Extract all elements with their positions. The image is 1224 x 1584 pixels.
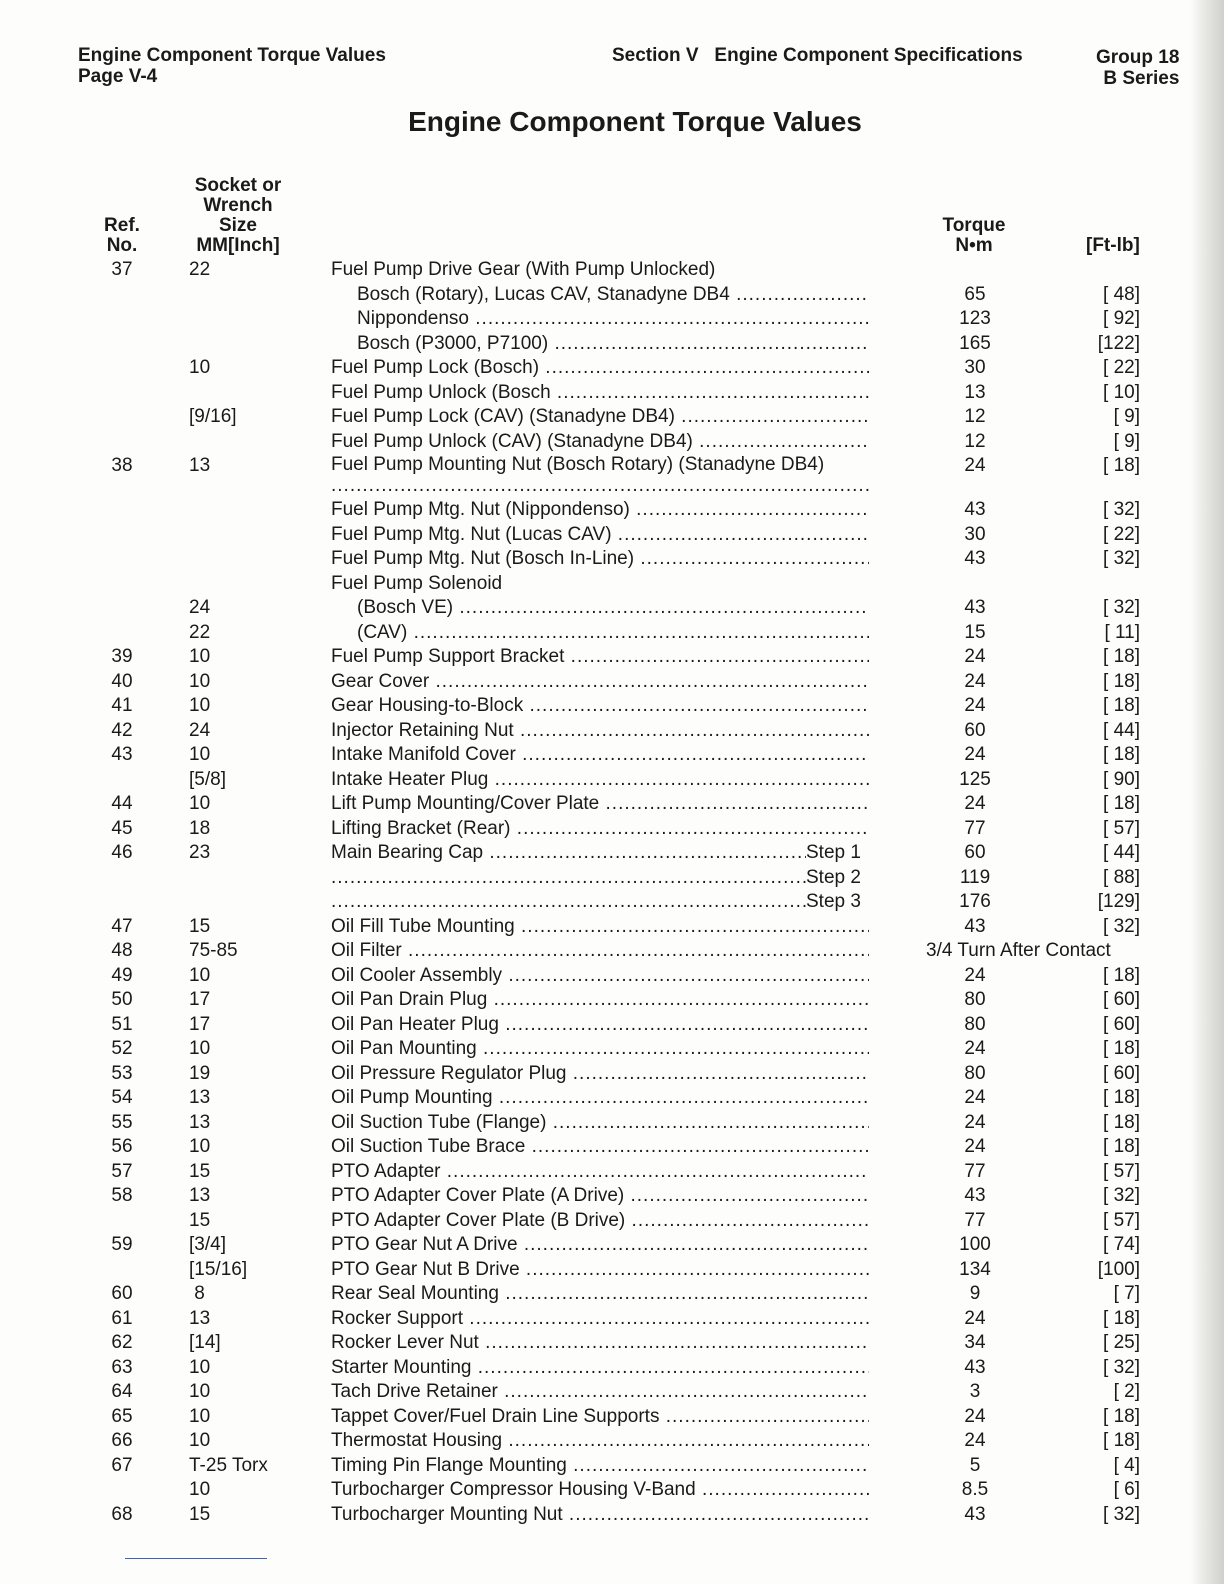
table-row bbox=[0, 817, 1224, 842]
torque-nm: 15 bbox=[964, 621, 986, 643]
component-description: Tach Drive Retainer ..... bbox=[331, 1380, 869, 1404]
torque-ftlb: [ 60] bbox=[1103, 989, 1140, 1010]
torque-nm: 43 bbox=[964, 1356, 986, 1378]
component-description: PTO Adapter Cover Plate (B Drive) ..... bbox=[331, 1209, 869, 1233]
torque-nm: 24 bbox=[964, 695, 986, 716]
torque-note: 3/4 Turn After Contact bbox=[926, 940, 1111, 961]
torque-ftlb: [ 18] bbox=[1103, 1430, 1140, 1451]
torque-ftlb: [ 18] bbox=[1103, 1087, 1140, 1108]
ref-number: 65 bbox=[111, 1405, 133, 1427]
wrench-size: 10 bbox=[189, 357, 211, 378]
torque-nm: 24 bbox=[964, 455, 986, 476]
component-description: PTO Adapter ..... bbox=[331, 1160, 869, 1184]
torque-ftlb: [ 6] bbox=[1113, 1479, 1140, 1500]
ref-number: 62 bbox=[111, 1332, 133, 1353]
table-row bbox=[0, 1405, 1224, 1430]
ref-number: 51 bbox=[111, 1013, 133, 1035]
table-row bbox=[0, 356, 1224, 381]
ref-number: 41 bbox=[111, 695, 133, 716]
table-row bbox=[0, 1184, 1224, 1209]
torque-nm: 123 bbox=[959, 308, 991, 329]
torque-ftlb: [ 32] bbox=[1103, 915, 1140, 937]
table-row bbox=[0, 596, 1224, 621]
torque-ftlb: [ 2] bbox=[1113, 1381, 1140, 1402]
torque-nm: 34 bbox=[964, 1332, 986, 1353]
ref-number: 52 bbox=[111, 1038, 133, 1059]
ref-number: 66 bbox=[111, 1430, 133, 1451]
torque-ftlb: [ 18] bbox=[1103, 744, 1140, 765]
wrench-size: 19 bbox=[189, 1062, 211, 1084]
component-description: Main Bearing Cap ..... bbox=[331, 841, 806, 865]
torque-table bbox=[0, 258, 1224, 1527]
wrench-size: 13 bbox=[189, 1307, 211, 1329]
component-description: Oil Suction Tube (Flange) ..... bbox=[331, 1111, 869, 1135]
component-description: Oil Filter ..... bbox=[331, 939, 869, 963]
torque-ftlb: [ 32] bbox=[1103, 1356, 1140, 1378]
wrench-size: 10 bbox=[189, 1430, 211, 1451]
torque-ftlb: [ 18] bbox=[1103, 670, 1140, 692]
torque-ftlb: [ 60] bbox=[1103, 1013, 1140, 1035]
table-row bbox=[0, 1503, 1224, 1528]
torque-nm: 77 bbox=[964, 1209, 986, 1231]
torque-ftlb: [ 18] bbox=[1103, 793, 1140, 814]
footnote-rule bbox=[125, 1558, 267, 1559]
ref-number: 39 bbox=[111, 646, 133, 667]
torque-nm: 43 bbox=[964, 597, 986, 618]
table-row bbox=[0, 332, 1224, 357]
torque-nm: 24 bbox=[964, 1111, 986, 1133]
table-row bbox=[0, 768, 1224, 793]
step-label: Step 2 bbox=[806, 866, 861, 888]
ref-number: 53 bbox=[111, 1062, 133, 1084]
torque-ftlb: [ 90] bbox=[1103, 768, 1140, 790]
table-row bbox=[0, 498, 1224, 523]
table-row bbox=[0, 307, 1224, 332]
component-description: Intake Heater Plug ..... bbox=[331, 768, 869, 792]
component-description: Oil Pan Mounting ..... bbox=[331, 1037, 869, 1061]
torque-ftlb: [ 57] bbox=[1103, 817, 1140, 839]
ref-number: 43 bbox=[111, 744, 133, 765]
torque-ftlb: [ 22] bbox=[1103, 523, 1140, 545]
running-header-right bbox=[1096, 47, 1179, 89]
table-row bbox=[0, 1037, 1224, 1062]
ref-number: 44 bbox=[111, 793, 133, 814]
torque-nm: 9 bbox=[969, 1283, 981, 1304]
table-row bbox=[0, 890, 1224, 915]
table-row bbox=[0, 670, 1224, 695]
table-row bbox=[0, 1135, 1224, 1160]
wrench-size: [3/4] bbox=[189, 1234, 226, 1255]
table-row bbox=[0, 964, 1224, 989]
ref-number: 45 bbox=[111, 817, 133, 839]
column-header-torque: Torque N•m bbox=[942, 215, 1006, 256]
table-row bbox=[0, 1258, 1224, 1283]
table-row bbox=[0, 1380, 1224, 1405]
torque-ftlb: [ 18] bbox=[1103, 1038, 1140, 1059]
component-description: Gear Cover ..... bbox=[331, 670, 869, 694]
component-description bbox=[331, 890, 806, 914]
table-row bbox=[0, 1062, 1224, 1087]
wrench-size: 15 bbox=[189, 1160, 211, 1182]
component-description: Rear Seal Mounting ..... bbox=[331, 1282, 869, 1306]
wrench-size: 10 bbox=[189, 646, 211, 667]
torque-nm: 24 bbox=[964, 1136, 986, 1157]
torque-nm: 119 bbox=[959, 866, 991, 888]
component-description: Gear Housing-to-Block ..... bbox=[331, 694, 869, 718]
wrench-size: 10 bbox=[189, 793, 211, 814]
component-description: Fuel Pump Support Bracket ..... bbox=[331, 645, 869, 669]
wrench-size: 13 bbox=[189, 1111, 211, 1133]
torque-ftlb: [ 32] bbox=[1103, 1185, 1140, 1206]
step-label: Step 3 bbox=[806, 891, 861, 912]
torque-nm: 24 bbox=[964, 670, 986, 692]
torque-nm: 165 bbox=[959, 332, 991, 354]
torque-nm: 77 bbox=[964, 1160, 986, 1182]
wrench-size: 17 bbox=[189, 989, 211, 1010]
torque-ftlb: [ 11] bbox=[1104, 621, 1140, 643]
torque-nm: 80 bbox=[964, 1013, 986, 1035]
component-description: Timing Pin Flange Mounting ..... bbox=[331, 1454, 869, 1478]
ref-number: 67 bbox=[111, 1454, 133, 1476]
wrench-size: 10 bbox=[189, 670, 211, 692]
wrench-size: 10 bbox=[189, 1381, 211, 1402]
torque-ftlb: [ 18] bbox=[1103, 646, 1140, 667]
torque-ftlb: [ 92] bbox=[1103, 308, 1140, 329]
table-row bbox=[0, 430, 1224, 455]
component-description: Oil Pressure Regulator Plug ..... bbox=[331, 1062, 869, 1086]
component-description: Fuel Pump Solenoid bbox=[331, 572, 503, 594]
column-header-ref: Ref. No. bbox=[104, 215, 140, 256]
table-row bbox=[0, 258, 1224, 283]
component-description: Turbocharger Mounting Nut ..... bbox=[331, 1503, 869, 1527]
ref-number: 40 bbox=[111, 670, 133, 692]
component-description: Fuel Pump Unlock (CAV) (Stanadyne DB4) ..... bbox=[331, 430, 869, 454]
torque-ftlb: [ 4] bbox=[1113, 1454, 1140, 1476]
torque-ftlb: [ 60] bbox=[1103, 1062, 1140, 1084]
torque-nm: 60 bbox=[964, 842, 986, 863]
torque-ftlb: [ 32] bbox=[1103, 597, 1140, 618]
table-row bbox=[0, 1282, 1224, 1307]
torque-ftlb: [ 88] bbox=[1103, 866, 1140, 888]
section-label: Section V Engine Component Specifications bbox=[612, 45, 1023, 66]
torque-nm: 30 bbox=[964, 523, 986, 545]
ref-number: 61 bbox=[111, 1307, 133, 1329]
component-description: Fuel Pump Mtg. Nut (Bosch In-Line) ..... bbox=[331, 547, 869, 571]
torque-nm: 176 bbox=[959, 891, 991, 912]
torque-ftlb: [ 18] bbox=[1103, 1136, 1140, 1157]
ref-number: 64 bbox=[111, 1381, 133, 1402]
column-header-size: Socket or Wrench Size MM[Inch] bbox=[194, 175, 282, 256]
table-row bbox=[0, 645, 1224, 670]
table-row bbox=[0, 283, 1224, 308]
wrench-size: 10 bbox=[189, 1356, 211, 1378]
table-row bbox=[0, 1454, 1224, 1479]
torque-ftlb: [100] bbox=[1097, 1258, 1140, 1280]
torque-nm: 24 bbox=[964, 646, 986, 667]
torque-nm: 80 bbox=[964, 1062, 986, 1084]
torque-nm: 24 bbox=[964, 1087, 986, 1108]
torque-nm: 24 bbox=[964, 1405, 986, 1427]
wrench-size: 15 bbox=[189, 1503, 211, 1525]
wrench-size: 10 bbox=[189, 744, 211, 765]
torque-ftlb: [ 18] bbox=[1103, 1307, 1140, 1329]
ref-number: 54 bbox=[111, 1087, 133, 1108]
torque-ftlb: [ 9] bbox=[1113, 430, 1140, 452]
component-description: Oil Fill Tube Mounting ..... bbox=[331, 915, 869, 939]
table-row bbox=[0, 1429, 1224, 1454]
torque-ftlb: [ 18] bbox=[1103, 1405, 1140, 1427]
torque-nm: 24 bbox=[964, 744, 986, 765]
torque-nm: 43 bbox=[964, 499, 986, 520]
component-description: PTO Gear Nut A Drive ..... bbox=[331, 1233, 869, 1257]
table-row bbox=[0, 939, 1224, 964]
table-row bbox=[0, 988, 1224, 1013]
wrench-size: 10 bbox=[189, 1038, 211, 1059]
wrench-size: 10 bbox=[189, 695, 211, 716]
wrench-size: 10 bbox=[189, 1405, 211, 1427]
component-description: Fuel Pump Mounting Nut (Bosch Rotary) (Stanadyne DB4) ..... bbox=[331, 454, 869, 496]
table-row bbox=[0, 694, 1224, 719]
table-row bbox=[0, 1356, 1224, 1381]
table-row bbox=[0, 866, 1224, 891]
ref-number: 46 bbox=[111, 842, 133, 863]
wrench-size: 75-85 bbox=[189, 940, 238, 961]
component-description: Rocker Lever Nut ..... bbox=[331, 1331, 869, 1355]
component-description: Fuel Pump Drive Gear (With Pump Unlocked) bbox=[331, 259, 716, 280]
wrench-size: 22 bbox=[189, 259, 211, 280]
wrench-size: [5/8] bbox=[189, 768, 226, 790]
wrench-size: 22 bbox=[189, 621, 211, 643]
ref-number: 59 bbox=[111, 1234, 133, 1255]
column-header-ftlb: [Ft-lb] bbox=[1086, 235, 1140, 256]
ref-number: 63 bbox=[111, 1356, 133, 1378]
torque-nm: 13 bbox=[964, 381, 986, 403]
torque-ftlb: [122] bbox=[1097, 332, 1140, 354]
torque-ftlb: [ 32] bbox=[1103, 548, 1140, 569]
torque-ftlb: [ 25] bbox=[1103, 1332, 1140, 1353]
wrench-size: 15 bbox=[189, 1209, 211, 1231]
table-row bbox=[0, 1209, 1224, 1234]
table-row bbox=[0, 547, 1224, 572]
ref-number: 37 bbox=[111, 259, 133, 280]
torque-ftlb: [ 22] bbox=[1103, 357, 1140, 378]
wrench-size: 10 bbox=[189, 964, 211, 986]
table-row bbox=[0, 792, 1224, 817]
table-row bbox=[0, 1307, 1224, 1332]
torque-nm: 43 bbox=[964, 915, 986, 937]
torque-nm: 77 bbox=[964, 817, 986, 839]
torque-ftlb: [ 44] bbox=[1103, 719, 1140, 741]
component-description: Fuel Pump Lock (Bosch) ..... bbox=[331, 356, 869, 380]
table-row bbox=[0, 719, 1224, 744]
table-row bbox=[0, 381, 1224, 406]
ref-number: 50 bbox=[111, 989, 133, 1010]
torque-nm: 65 bbox=[964, 283, 986, 305]
component-description: Bosch (Rotary), Lucas CAV, Stanadyne DB4 ..... bbox=[357, 283, 869, 307]
torque-nm: 8.5 bbox=[961, 1479, 989, 1500]
table-row bbox=[0, 1013, 1224, 1038]
component-description: Fuel Pump Unlock (Bosch ..... bbox=[331, 381, 869, 405]
component-description bbox=[331, 866, 806, 890]
table-row bbox=[0, 621, 1224, 646]
torque-nm: 43 bbox=[964, 1185, 986, 1206]
torque-ftlb: [ 44] bbox=[1103, 842, 1140, 863]
torque-nm: 12 bbox=[964, 406, 986, 427]
torque-ftlb: [ 57] bbox=[1103, 1160, 1140, 1182]
component-description: Rocker Support ..... bbox=[331, 1307, 869, 1331]
table-row bbox=[0, 1233, 1224, 1258]
wrench-size: [9/16] bbox=[189, 406, 237, 427]
component-description: (CAV) ..... bbox=[357, 621, 869, 645]
torque-nm: 24 bbox=[964, 1430, 986, 1451]
component-description: Oil Suction Tube Brace ..... bbox=[331, 1135, 869, 1159]
wrench-size: 17 bbox=[189, 1013, 211, 1035]
torque-nm: 12 bbox=[964, 430, 986, 452]
group-label: Group 18 bbox=[1096, 47, 1180, 68]
torque-ftlb: [ 74] bbox=[1103, 1234, 1140, 1255]
ref-number: 58 bbox=[111, 1185, 133, 1206]
torque-ftlb: [129] bbox=[1097, 891, 1140, 912]
component-description: Oil Cooler Assembly ..... bbox=[331, 964, 869, 988]
torque-ftlb: [ 18] bbox=[1103, 1111, 1140, 1133]
ref-number: 49 bbox=[111, 964, 133, 986]
torque-ftlb: [ 57] bbox=[1103, 1209, 1140, 1231]
torque-ftlb: [ 10] bbox=[1103, 381, 1140, 403]
component-description: (Bosch VE) ..... bbox=[357, 596, 869, 620]
ref-number: 48 bbox=[111, 940, 133, 961]
series-label: B Series bbox=[1103, 68, 1180, 89]
table-row bbox=[0, 572, 1224, 597]
torque-nm: 43 bbox=[964, 548, 986, 569]
table-row bbox=[0, 405, 1224, 430]
torque-nm: 24 bbox=[964, 1038, 986, 1059]
wrench-size: 24 bbox=[189, 597, 211, 618]
running-header-left bbox=[78, 45, 386, 87]
wrench-size: 13 bbox=[189, 455, 211, 476]
torque-nm: 24 bbox=[964, 793, 986, 814]
torque-nm: 43 bbox=[964, 1503, 986, 1525]
torque-nm: 100 bbox=[959, 1234, 991, 1255]
page-title: Engine Component Torque Values bbox=[408, 106, 862, 137]
torque-ftlb: [ 7] bbox=[1113, 1283, 1140, 1304]
torque-ftlb: [ 18] bbox=[1103, 964, 1140, 986]
torque-nm: 24 bbox=[964, 1307, 986, 1329]
torque-nm: 125 bbox=[959, 768, 991, 790]
wrench-size: T-25 Torx bbox=[189, 1454, 268, 1476]
torque-nm: 60 bbox=[964, 719, 986, 741]
component-description: Lifting Bracket (Rear) ..... bbox=[331, 817, 869, 841]
ref-number: 55 bbox=[111, 1111, 133, 1133]
torque-ftlb: [ 32] bbox=[1103, 1503, 1140, 1525]
torque-nm: 5 bbox=[969, 1454, 981, 1476]
ref-number: 38 bbox=[111, 455, 133, 476]
torque-nm: 24 bbox=[964, 964, 986, 986]
ref-number: 56 bbox=[111, 1136, 133, 1157]
wrench-size: 18 bbox=[189, 817, 211, 839]
table-row bbox=[0, 454, 1224, 498]
table-row bbox=[0, 1086, 1224, 1111]
torque-ftlb: [ 18] bbox=[1103, 695, 1140, 716]
header-title: Engine Component Torque Values bbox=[78, 45, 386, 66]
torque-ftlb: [ 48] bbox=[1103, 283, 1140, 305]
ref-number: 68 bbox=[111, 1503, 133, 1525]
ref-number: 60 bbox=[111, 1283, 133, 1304]
table-row bbox=[0, 523, 1224, 548]
component-description: Fuel Pump Lock (CAV) (Stanadyne DB4) ..... bbox=[331, 405, 869, 429]
component-description: Nippondenso ..... bbox=[357, 307, 869, 331]
torque-ftlb: [ 18] bbox=[1103, 455, 1140, 476]
component-description: Oil Pan Heater Plug ..... bbox=[331, 1013, 869, 1037]
component-description: Turbocharger Compressor Housing V-Band ..... bbox=[331, 1478, 869, 1502]
component-description: Intake Manifold Cover ..... bbox=[331, 743, 869, 767]
component-description: Oil Pan Drain Plug ..... bbox=[331, 988, 869, 1012]
component-description: PTO Adapter Cover Plate (A Drive) ..... bbox=[331, 1184, 869, 1208]
wrench-size: [14] bbox=[189, 1332, 221, 1353]
table-row bbox=[0, 915, 1224, 940]
wrench-size: 24 bbox=[189, 719, 211, 741]
ref-number: 42 bbox=[111, 719, 133, 741]
component-description: Fuel Pump Mtg. Nut (Lucas CAV) ..... bbox=[331, 523, 869, 547]
component-description: Tappet Cover/Fuel Drain Line Supports ..... bbox=[331, 1405, 869, 1429]
component-description: PTO Gear Nut B Drive ..... bbox=[331, 1258, 869, 1282]
table-row bbox=[0, 1478, 1224, 1503]
wrench-size: 13 bbox=[189, 1185, 211, 1206]
ref-number: 57 bbox=[111, 1160, 133, 1182]
wrench-size: 13 bbox=[189, 1087, 211, 1108]
wrench-size: 8 bbox=[189, 1283, 205, 1304]
torque-nm: 134 bbox=[959, 1258, 991, 1280]
torque-nm: 3 bbox=[969, 1381, 981, 1402]
component-description: Lift Pump Mounting/Cover Plate ..... bbox=[331, 792, 869, 816]
component-description: Injector Retaining Nut ..... bbox=[331, 719, 869, 743]
component-description: Bosch (P3000, P7100) ..... bbox=[357, 332, 869, 356]
component-description: Thermostat Housing ..... bbox=[331, 1429, 869, 1453]
table-row bbox=[0, 1331, 1224, 1356]
torque-nm: 80 bbox=[964, 989, 986, 1010]
page-number: Page V-4 bbox=[78, 66, 158, 87]
step-label: Step 1 bbox=[806, 842, 861, 863]
table-row bbox=[0, 743, 1224, 768]
table-row bbox=[0, 1160, 1224, 1185]
torque-ftlb: [ 32] bbox=[1103, 499, 1140, 520]
wrench-size: 10 bbox=[189, 1479, 211, 1500]
wrench-size: 15 bbox=[189, 915, 211, 937]
wrench-size: [15/16] bbox=[189, 1258, 248, 1280]
ref-number: 47 bbox=[111, 915, 133, 937]
table-row bbox=[0, 1111, 1224, 1136]
component-description: Fuel Pump Mtg. Nut (Nippondenso) ..... bbox=[331, 498, 869, 522]
component-description: Oil Pump Mounting ..... bbox=[331, 1086, 869, 1110]
wrench-size: 23 bbox=[189, 842, 211, 863]
torque-ftlb: [ 9] bbox=[1113, 406, 1140, 427]
table-row bbox=[0, 841, 1224, 866]
torque-nm: 30 bbox=[964, 357, 986, 378]
component-description: Starter Mounting ..... bbox=[331, 1356, 869, 1380]
wrench-size: 10 bbox=[189, 1136, 211, 1157]
